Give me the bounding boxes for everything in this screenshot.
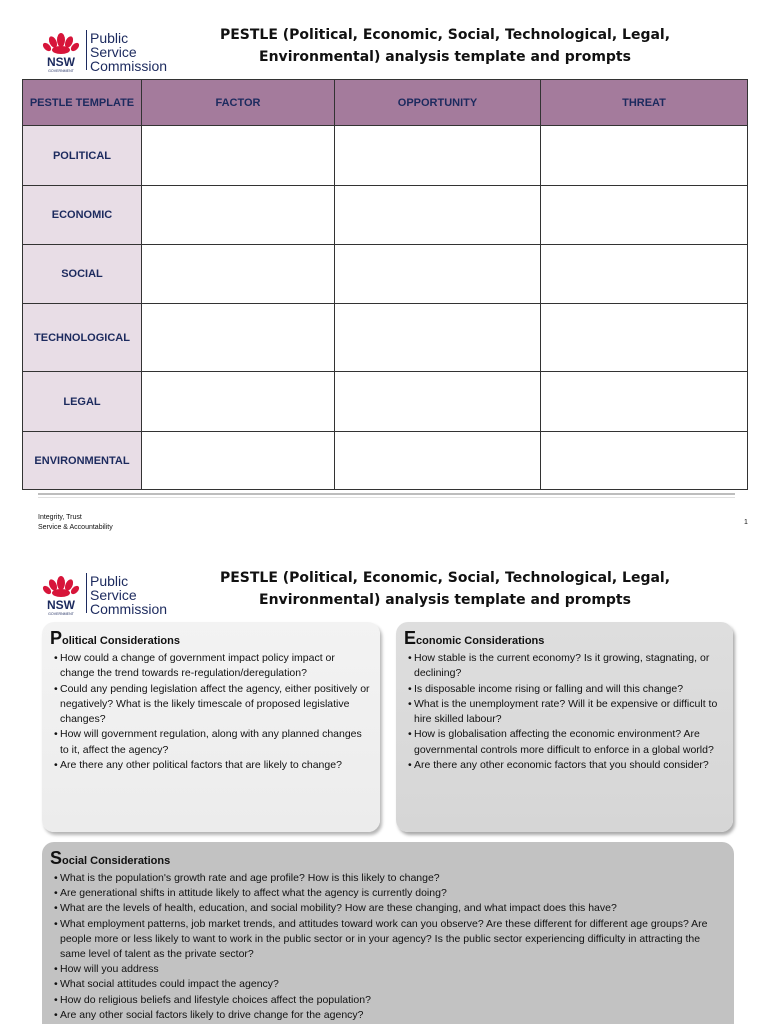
table-cell[interactable] bbox=[541, 126, 748, 186]
list-item: • What employment patterns, job market trends, and attitudes toward work can you observe? Are these different for different age groups? Are people more or less likely to want to work in the public sector or in your agency? Is the public sector experiencing difficulty in attracting the same level of talent as the private sector? bbox=[50, 917, 724, 963]
row-label-social: SOCIAL bbox=[23, 245, 142, 304]
social-list bbox=[50, 871, 724, 1023]
title-line1: PESTLE (Political, Economic, Social, Technological, Legal, bbox=[219, 27, 671, 43]
svg-text:NSW: NSW bbox=[47, 55, 75, 69]
page-title bbox=[200, 567, 690, 611]
row-label-economic: ECONOMIC bbox=[23, 186, 142, 245]
header-threat: THREAT bbox=[541, 80, 748, 126]
table-row bbox=[23, 186, 748, 245]
logo-text-line2: Service bbox=[90, 587, 137, 603]
table-cell[interactable] bbox=[335, 432, 541, 490]
table-cell[interactable] bbox=[335, 245, 541, 304]
list-item: • How will government regulation, along with any planned changes to it, affect the agency? bbox=[50, 727, 370, 758]
political-list bbox=[50, 651, 370, 773]
header-factor: FACTOR bbox=[142, 80, 335, 126]
social-heading bbox=[50, 850, 724, 869]
table-cell[interactable] bbox=[142, 372, 335, 432]
logo-text-line1: Public bbox=[90, 30, 129, 46]
table-cell[interactable] bbox=[142, 432, 335, 490]
row-label-political: POLITICAL bbox=[23, 126, 142, 186]
table-cell[interactable] bbox=[541, 186, 748, 245]
table-cell[interactable] bbox=[541, 304, 748, 372]
psc-logo bbox=[38, 571, 188, 617]
heading-rest: olitical Considerations bbox=[62, 635, 180, 647]
logo-divider bbox=[86, 30, 87, 70]
political-considerations-box bbox=[42, 622, 380, 832]
table-cell[interactable] bbox=[541, 372, 748, 432]
page-title bbox=[200, 24, 690, 68]
list-item: • Are generational shifts in attitude likely to affect what the agency is currently doing? bbox=[50, 886, 724, 901]
pestle-table bbox=[22, 79, 748, 490]
svg-text:GOVERNMENT: GOVERNMENT bbox=[48, 69, 74, 73]
svg-text:NSW: NSW bbox=[47, 598, 75, 612]
title-line2: Environmental) analysis template and prompts bbox=[259, 592, 631, 608]
table-cell[interactable] bbox=[142, 186, 335, 245]
table-cell[interactable] bbox=[142, 304, 335, 372]
economic-list bbox=[404, 651, 723, 773]
list-item: • Is disposable income rising or falling and will this change? bbox=[404, 682, 723, 697]
row-label-technological: TECHNOLOGICAL bbox=[23, 304, 142, 372]
list-item: • Are there any other economic factors that you should consider? bbox=[404, 758, 723, 773]
list-item: • How will you address bbox=[50, 962, 724, 977]
title-line2: Environmental) analysis template and prompts bbox=[259, 49, 631, 65]
table-row bbox=[23, 304, 748, 372]
table-cell[interactable] bbox=[541, 245, 748, 304]
header-pestle-template: PESTLE TEMPLATE bbox=[23, 80, 142, 126]
economic-heading bbox=[404, 630, 723, 649]
logo-text-line3: Commission bbox=[90, 601, 168, 617]
economic-considerations-box bbox=[396, 622, 733, 832]
list-item: • What are the levels of health, education, and social mobility? How are these changing, and what impact does this have? bbox=[50, 901, 724, 916]
footer-rule bbox=[38, 493, 735, 495]
list-item: • How could a change of government impact policy impact or change the trend towards re-regulation/deregulation? bbox=[50, 651, 370, 682]
table-row bbox=[23, 372, 748, 432]
logo-text-line2: Service bbox=[90, 44, 137, 60]
table-cell[interactable] bbox=[335, 186, 541, 245]
waratah-icon bbox=[38, 28, 84, 74]
logo-text-line1: Public bbox=[90, 573, 129, 589]
heading-initial: E bbox=[404, 628, 417, 648]
list-item: • Are any other social factors likely to drive change for the agency? bbox=[50, 1008, 724, 1023]
list-item: • What is the population's growth rate and age profile? How is this likely to change? bbox=[50, 871, 724, 886]
footer-line2: Service & Accountability bbox=[38, 524, 113, 531]
table-cell[interactable] bbox=[335, 126, 541, 186]
heading-rest: conomic Considerations bbox=[416, 635, 545, 647]
table-row bbox=[23, 126, 748, 186]
table-cell[interactable] bbox=[335, 304, 541, 372]
logo-divider bbox=[86, 573, 87, 613]
political-heading bbox=[50, 630, 370, 649]
list-item: • Are there any other political factors that are likely to change? bbox=[50, 758, 370, 773]
footer-text bbox=[38, 513, 113, 533]
row-label-legal: LEGAL bbox=[23, 372, 142, 432]
psc-logo bbox=[38, 28, 188, 74]
header-opportunity: OPPORTUNITY bbox=[335, 80, 541, 126]
list-item: • How stable is the current economy? Is it growing, stagnating, or declining? bbox=[404, 651, 723, 682]
table-cell[interactable] bbox=[142, 126, 335, 186]
logo-text-line3: Commission bbox=[90, 58, 168, 74]
list-item: • What is the unemployment rate? Will it be expensive or difficult to hire skilled labour? bbox=[404, 697, 723, 728]
row-label-environmental: ENVIRONMENTAL bbox=[23, 432, 142, 490]
heading-initial: S bbox=[50, 848, 63, 868]
page-number: 1 bbox=[744, 519, 748, 526]
footer-line1: Integrity, Trust bbox=[38, 514, 82, 521]
table-row bbox=[23, 432, 748, 490]
footer-rule-light bbox=[38, 497, 735, 498]
table-cell[interactable] bbox=[142, 245, 335, 304]
table-row bbox=[23, 245, 748, 304]
table-cell[interactable] bbox=[335, 372, 541, 432]
list-item: • What social attitudes could impact the agency? bbox=[50, 977, 724, 992]
list-item: • How do religious beliefs and lifestyle choices affect the population? bbox=[50, 993, 724, 1008]
title-line1: PESTLE (Political, Economic, Social, Technological, Legal, bbox=[219, 570, 671, 586]
list-item: • Could any pending legislation affect the agency, either positively or negatively? What is the likely timescale of proposed legislative changes? bbox=[50, 682, 370, 728]
table-cell[interactable] bbox=[541, 432, 748, 490]
waratah-icon bbox=[38, 571, 84, 617]
table-header-row bbox=[23, 80, 748, 126]
heading-initial: P bbox=[50, 628, 63, 648]
svg-text:GOVERNMENT: GOVERNMENT bbox=[48, 612, 74, 616]
social-considerations-box bbox=[42, 842, 734, 1024]
heading-rest: ocial Considerations bbox=[62, 855, 171, 867]
list-item: • How is globalisation affecting the economic environment? Are governmental controls more difficult to enforce in a global world? bbox=[404, 727, 723, 758]
